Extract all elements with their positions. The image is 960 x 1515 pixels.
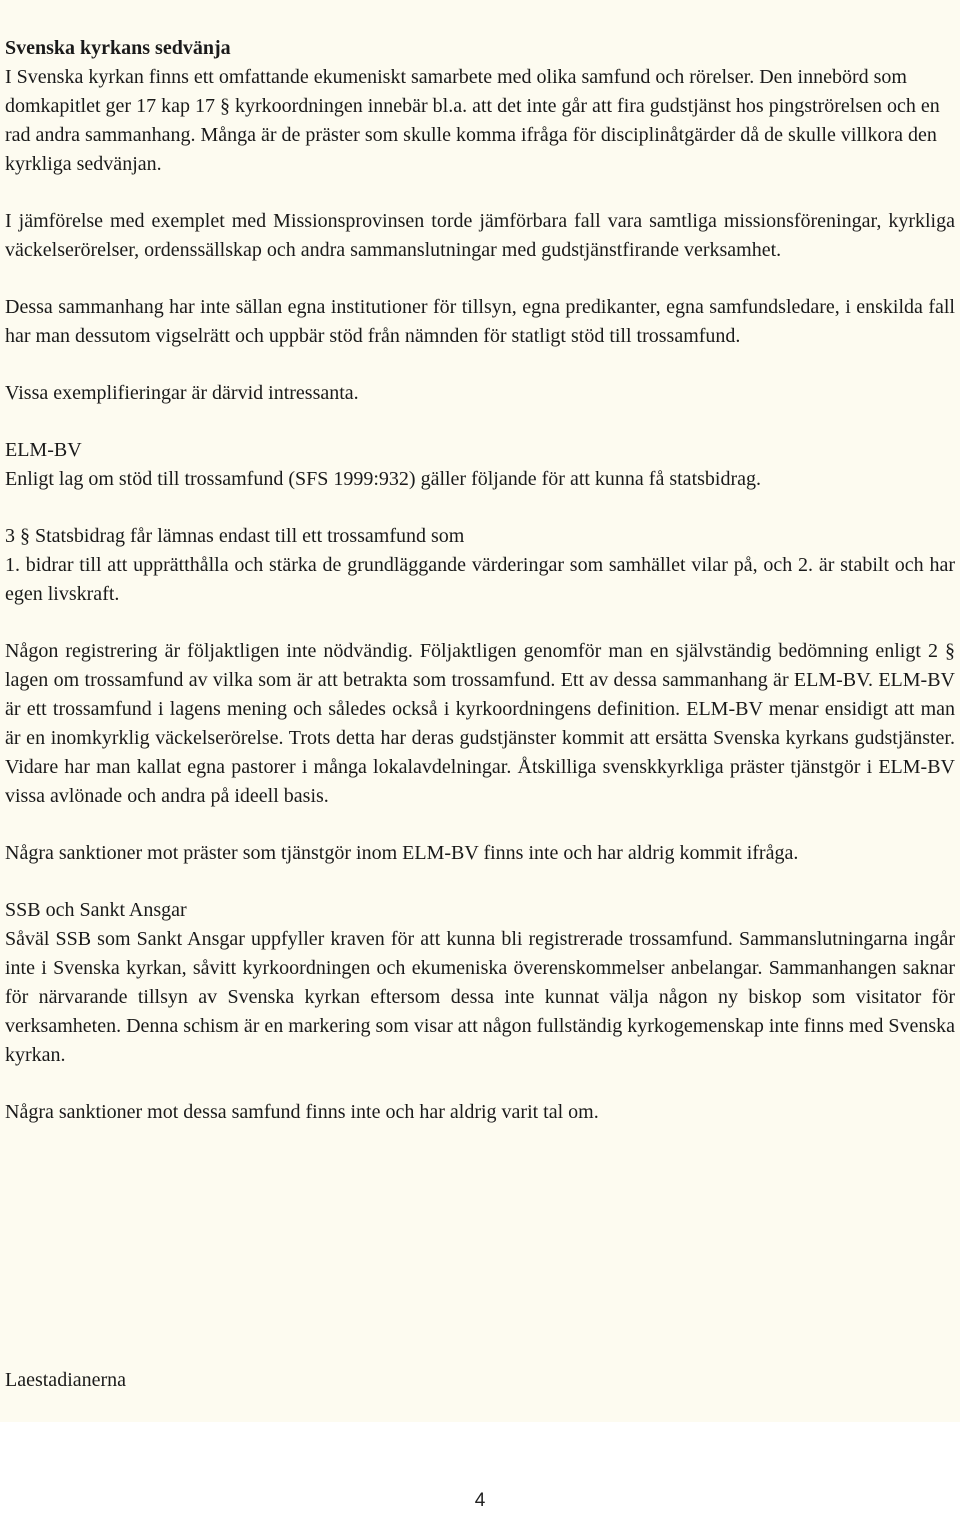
paragraph-ssb-sankt-ansgar: Såväl SSB som Sankt Ansgar uppfyller kraven för att kunna bli registrerade trossamfund. Sammanslutningarna ingår inte i Svenska kyrkan, såvitt kyrkoordningen och ekumeniska överenskommelser anbelangar. Sammanhangen saknar för närvarande tillsyn av Svenska kyrkan eftersom dessa inte kunnat välja någon ny biskop som visitator för verksamheten. Denna schism är en markering som visar att någon fullständig kyrkogemenskap inte finns med Svenska kyrkan. — [5, 928, 955, 1066]
section-heading-svenska-kyrkans-sedvanja: Svenska kyrkans sedvänja — [5, 37, 231, 59]
paragraph-examples-intro: Vissa exemplifieringar är därvid intressanta. — [5, 382, 359, 404]
paragraph-samfund-sanctions: Några sanktioner mot dessa samfund finns inte och har aldrig varit tal om. — [5, 1101, 599, 1123]
paragraph-ecumenical-cooperation: I Svenska kyrkan finns ett omfattande ekumeniskt samarbete med olika samfund och rörelser. Den innebörd som domkapitlet ger 17 kap 17 § kyrkoordningen innebär bl.a. att det inte går att fira gudstjänst hos pingströrelsen och en rad andra sammanhang. Många är de präster som skulle komma ifråga för disciplinåtgärder då de skulle villkora den kyrkliga sedvänjan. — [5, 66, 940, 175]
law-quote-text: 1. bidrar till att upprätthålla och stärka de grundläggande värderingar som samhället vilar på, och 2. är stabilt och har egen livskraft. — [5, 554, 955, 605]
paragraph-elm-bv-assessment: Någon registrering är följaktligen inte nödvändig. Följaktligen genomför man en självständig bedömning enligt 2 § lagen om trossamfund av vilka som är att betrakta som trossamfund. Ett av dessa sammanhang är ELM-BV. ELM-BV är ett trossamfund i lagens mening och således också i kyrkoordningens definition. ELM-BV menar ensidigt att man är en inomkyrklig väckelserörelse. Trots detta har deras gudstjänster kommit att ersätta Svenska kyrkans gudstjänster. Vidare har man kallat egna pastorer i många lokalavdelningar. Åtskilliga svenskkyrkliga präster tjänstgör i ELM-BV vissa avlönade och andra på ideell basis. — [5, 640, 955, 807]
law-quote-heading: 3 § Statsbidrag får lämnas endast till ett trossamfund som — [5, 525, 465, 547]
document-body — [5, 34, 955, 1155]
paragraph-elm-bv-sanctions: Några sanktioner mot präster som tjänstgör inom ELM-BV finns inte och har aldrig kommit ifråga. — [5, 842, 799, 864]
paragraph-missionsprovinsen-comparison: I jämförelse med exemplet med Missionsprovinsen torde jämförbara fall vara samtliga missionsföreningar, kyrkliga väckelserörelser, ordenssällskap och andra sammanslutningar med gudstjänstfirande verksamhet. — [5, 210, 955, 261]
section-heading-ssb-sankt-ansgar: SSB och Sankt Ansgar — [5, 899, 187, 921]
paragraph-law-statsbidrag: Enligt lag om stöd till trossamfund (SFS 1999:932) gäller följande för att kunna få statsbidrag. — [5, 468, 761, 490]
section-heading-elm-bv: ELM-BV — [5, 439, 82, 461]
page-number: 4 — [474, 1490, 486, 1511]
paragraph-institutions: Dessa sammanhang har inte sällan egna institutioner för tillsyn, egna predikanter, egna samfundsledare, i enskilda fall har man dessutom vigselrätt och uppbär stöd från nämnden för statligt stöd till trossamfund. — [5, 296, 955, 347]
signature: Laestadianerna — [5, 1369, 127, 1391]
